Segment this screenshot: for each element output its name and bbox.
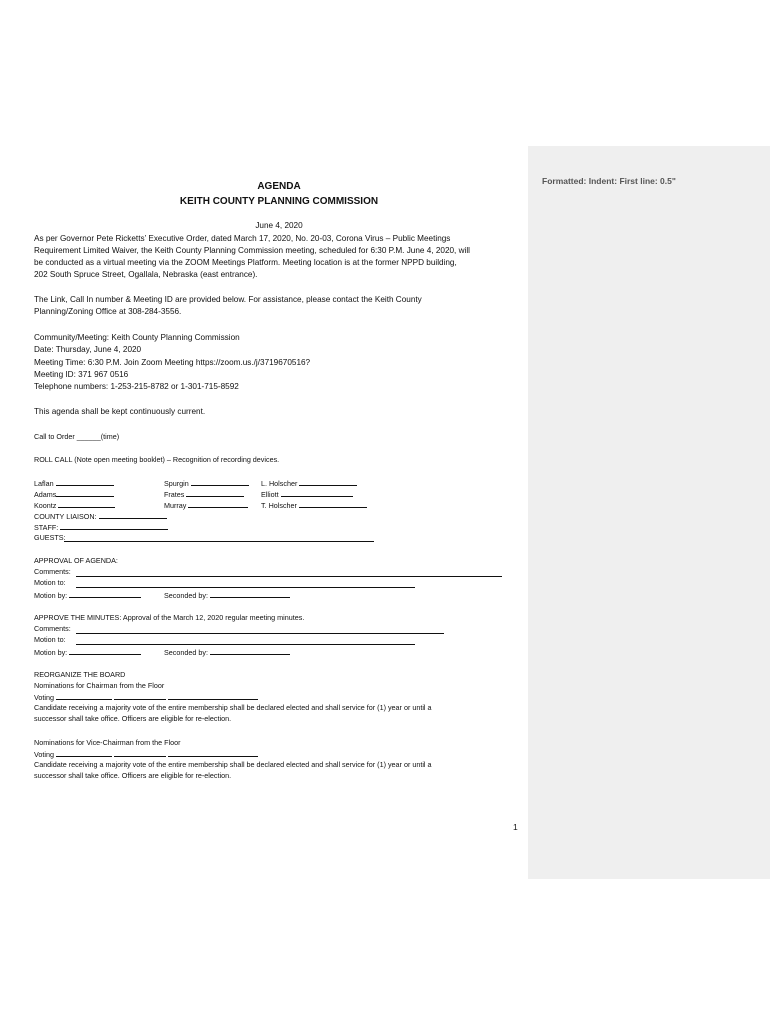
meeting-phone: Telephone numbers: 1-253-215-8782 or 1-301-715-8592 (34, 382, 239, 391)
link-info-line-1: The Link, Call In number & Meeting ID are provided below. For assistance, please contact the Keith County (34, 295, 422, 304)
agenda-motion-to-line (76, 587, 415, 588)
agenda-seconded-by: Seconded by: (164, 589, 290, 601)
intro-line-2: Requirement Limited Waiver, the Keith County Planning Commission meeting, scheduled for 6:30 P.M. June 4, 2020, will (34, 246, 470, 255)
member-koontz: Koontz (34, 499, 115, 511)
commission-title: KEITH COUNTY PLANNING COMMISSION (179, 196, 379, 207)
member-t-holscher: T. Holscher (261, 499, 367, 511)
meeting-community: Community/Meeting: Keith County Planning Commission (34, 333, 240, 342)
intro-line-4: 202 South Spruce Street, Ogallala, Nebraska (east entrance). (34, 270, 258, 279)
comment-pane (528, 146, 770, 879)
guests-line (64, 541, 374, 542)
member-spurgin: Spurgin (164, 477, 249, 489)
link-info-line-2: Planning/Zoning Office at 308-284-3556. (34, 307, 182, 316)
member-l-holscher: L. Holscher (261, 477, 357, 489)
minutes-motion-to-line (76, 644, 415, 645)
agenda-title: AGENDA (257, 181, 301, 192)
member-frates: Frates (164, 488, 244, 500)
minutes-seconded-by: Seconded by: (164, 646, 290, 658)
current-note: This agenda shall be kept continuously current. (34, 407, 206, 416)
roll-call-heading: ROLL CALL (Note open meeting booklet) – Recognition of recording devices. (34, 455, 280, 464)
agenda-motion-to: Motion to: (34, 578, 66, 587)
intro-line-1: As per Governor Pete Ricketts’ Executive Order, dated March 17, 2020, No. 20-03, Corona Virus – Public Meetings (34, 234, 451, 243)
agenda-motion-by: Motion by: (34, 589, 141, 601)
vice-chair-candidate-line-2: successor shall take office. Officers are eligible for re-election. (34, 771, 232, 780)
vice-chair-voting: Voting (34, 748, 258, 760)
comment-pane-label: Formatted: Indent: First line: 0.5" (542, 176, 676, 186)
reorganize-heading: REORGANIZE THE BOARD (34, 670, 126, 679)
member-adams: Adams (34, 488, 114, 500)
minutes-motion-by: Motion by: (34, 646, 141, 658)
intro-line-3: be conducted as a virtual meeting via the ZOOM Meetings Platform. Meeting location is at the former NPPD building, (34, 258, 457, 267)
meeting-date-line: Date: Thursday, June 4, 2020 (34, 345, 142, 354)
meeting-id: Meeting ID: 371 967 0516 (34, 370, 129, 379)
minutes-comments-line (76, 633, 444, 634)
chair-candidate-line-2: successor shall take office. Officers are eligible for re-election. (34, 714, 232, 723)
minutes-motion-to: Motion to: (34, 635, 66, 644)
vice-chair-candidate-line-1: Candidate receiving a majority vote of the entire membership shall be declared elected and shall service for (1) year or until a (34, 760, 432, 769)
chair-voting: Voting (34, 691, 258, 703)
member-laflan: Laflan (34, 477, 114, 489)
meeting-date: June 4, 2020 (255, 221, 303, 230)
approval-agenda-heading: APPROVAL OF AGENDA: (34, 556, 118, 565)
agenda-comments-line (76, 576, 502, 577)
minutes-comments: Comments: (34, 624, 71, 633)
member-elliott: Elliott (261, 488, 353, 500)
agenda-comments: Comments: (34, 567, 71, 576)
chair-candidate-line-1: Candidate receiving a majority vote of the entire membership shall be declared elected and shall service for (1) year or until a (34, 703, 432, 712)
page-number: 1 (513, 822, 518, 832)
member-murray: Murray (164, 499, 248, 511)
chair-nominations: Nominations for Chairman from the Floor (34, 681, 165, 690)
meeting-time: Meeting Time: 6:30 P.M. Join Zoom Meeting https://zoom.us./j/3719670516? (34, 358, 311, 367)
call-to-order: Call to Order ______(time) (34, 432, 120, 441)
approve-minutes-heading: APPROVE THE MINUTES: Approval of the March 12, 2020 regular meeting minutes. (34, 613, 305, 622)
guests: GUESTS: (34, 533, 66, 542)
county-liaison: COUNTY LIAISON: (34, 510, 167, 522)
staff: STAFF: (34, 521, 168, 533)
vice-chair-nominations: Nominations for Vice-Chairman from the Floor (34, 738, 181, 747)
